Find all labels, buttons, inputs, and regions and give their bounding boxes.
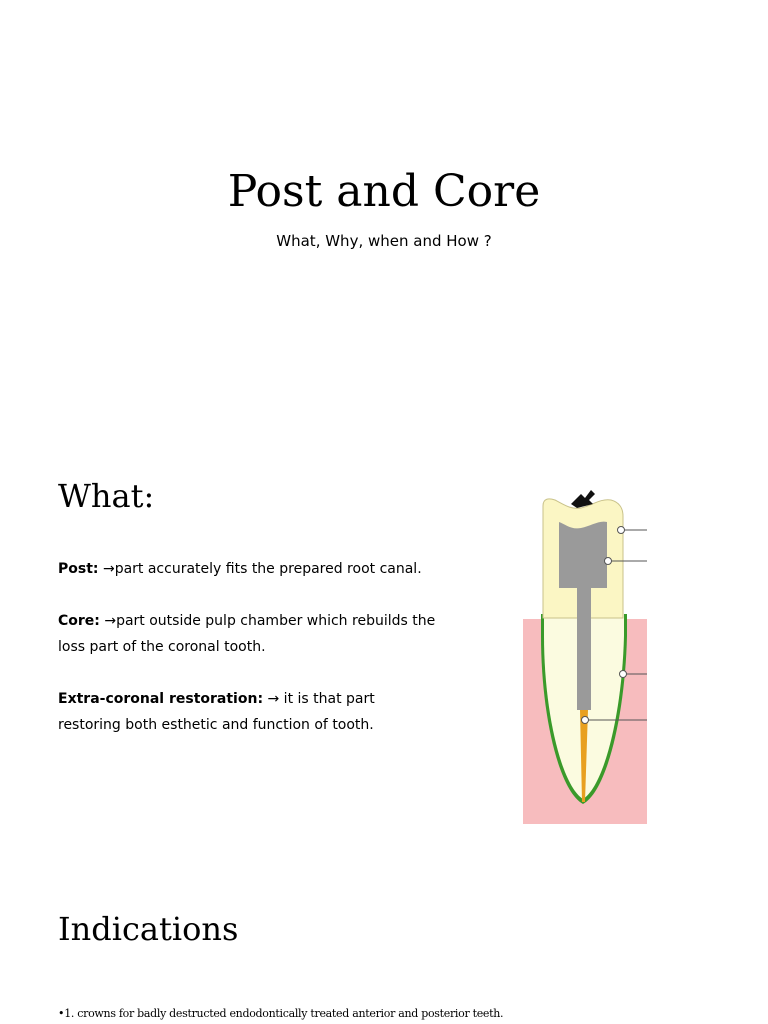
definition-text: →part accurately fits the prepared root canal. [98,561,422,577]
leader-marker [582,717,589,724]
page-title: Post and Core [227,166,541,217]
page-subtitle: What, Why, when and How ? [276,232,492,250]
definition-term: Extra-coronal restoration: [58,691,264,707]
definition-extra-coronal-restoration [58,686,438,738]
what-heading: What: [58,477,155,515]
leader-marker [620,671,627,678]
definition-term: Core: [58,613,100,629]
definition-post [58,556,438,582]
definition-text: →part outside pulp chamber which rebuilds the loss part of the coronal tooth. [58,613,436,655]
definition-term: Post: [58,561,99,577]
indication-item: •1. crowns for badly destructed endodontically treated anterior and posterior teeth. [58,1007,504,1020]
leader-marker [618,527,625,534]
definitions-list [58,556,438,764]
indications-heading: Indications [58,910,239,948]
definition-text: → it is that part restoring both esthetic and function of tooth. [58,691,375,733]
definition-core [58,608,438,660]
leader-marker [605,558,612,565]
tooth-post-core-diagram-icon [519,486,653,826]
